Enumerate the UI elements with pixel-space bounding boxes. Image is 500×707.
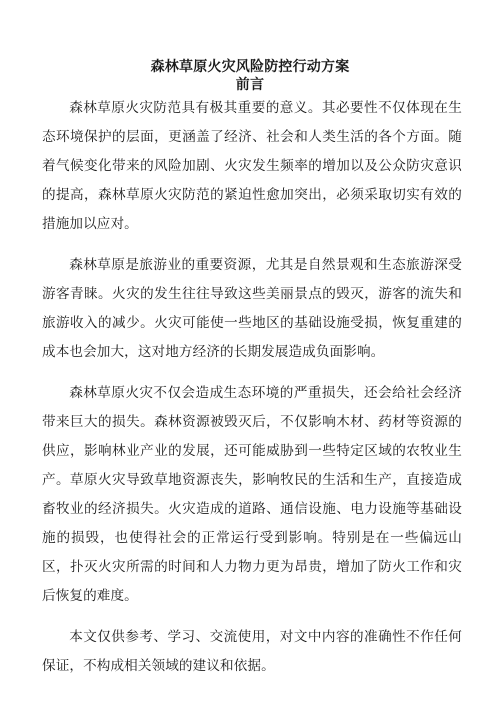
- paragraph-4: 本文仅供参考、学习、交流使用，对文中内容的准确性不作任何保证，不构成相关领域的建议和依据。: [42, 629, 462, 674]
- paragraph-2: 森林草原是旅游业的重要资源，尤其是自然景观和生态旅游深受游客青睐。火灾的发生往往导致这些美丽景点的毁灭，游客的流失和旅游收入的减少。火灾可能使一些地区的基础设施受损，恢复重建的成本也会加大，这对地方经济的长期发展造成负面影响。: [42, 257, 462, 360]
- document-body: [42, 94, 462, 693]
- paragraph-1: 森林草原火灾防范具有极其重要的意义。其必要性不仅体现在生态环境保护的层面，更涵盖了经济、社会和人类生活的各个方面。随着气候变化带来的风险加剧、火灾发生频率的增加以及公众防灾意识的提高，森林草原火灾防范的紧迫性愈加突出，必须采取切实有效的措施加以应对。: [42, 100, 462, 232]
- document-title: 森林草原火灾风险防控行动方案: [150, 59, 350, 75]
- paragraph-3: 森林草原火灾不仅会造成生态环境的严重损失，还会给社会经济带来巨大的损失。森林资源被毁灭后，不仅影响木材、药材等资源的供应，影响林业产业的发展，还可能威胁到一些特定区域的农牧业生产。草原火灾导致草地资源丧失，影响牧民的生活和生产，直接造成畜牧业的经济损失。火灾造成的道路、通信设施、电力设施等基础设施的损毁，也使得社会的正常运行受到影响。特别是在一些偏远山区，扑灭火灾所需的时间和人力物力更为昂贵，增加了防火工作和灾后恢复的难度。: [42, 385, 462, 604]
- document-subtitle: 前言: [235, 77, 265, 93]
